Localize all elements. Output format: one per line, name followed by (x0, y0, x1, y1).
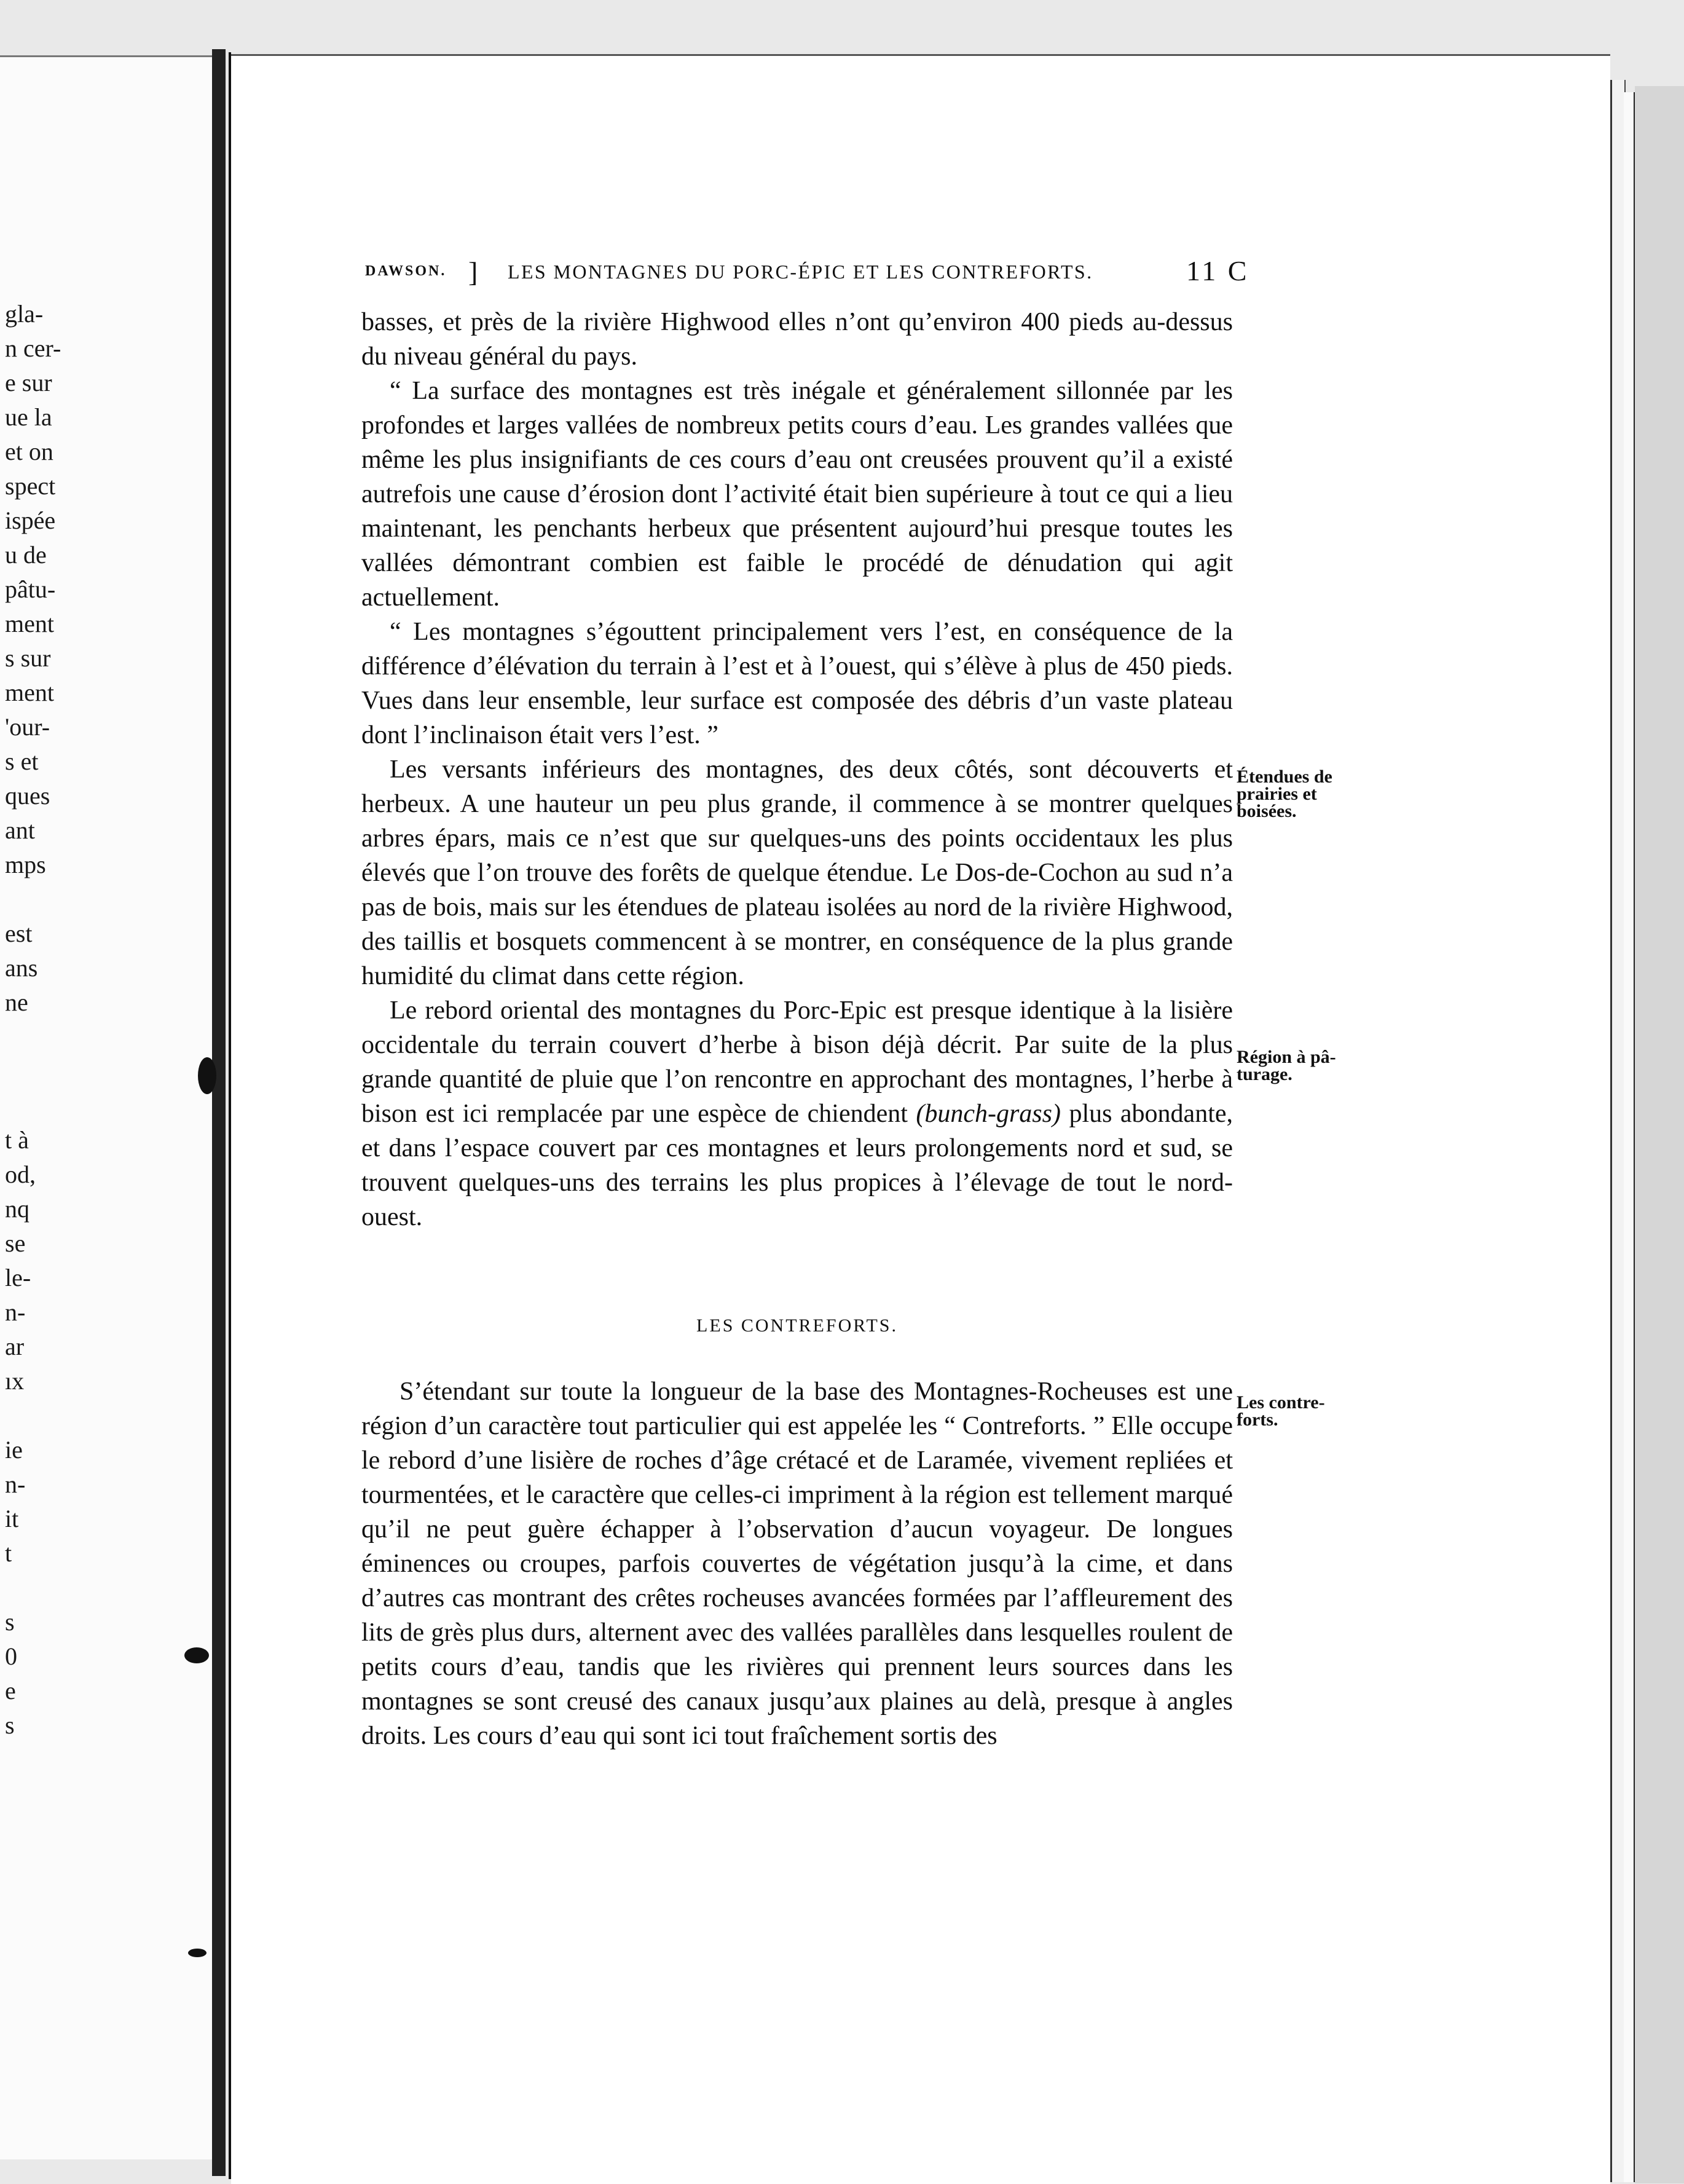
paragraph: “ La surface des montagnes est très inégale et généralement sillonnée par les profondes et larges vallées de nombreux petits cours d’eau. Les grandes vallées que même les plus insignifiants de ces cours d’eau ont creusées prouvent qu’il a existé autrefois une cause d’érosion dont l’activité était bien supérieure à tout ce qui a lieu maintenant, les penchants herbeux que présentent aujourd’hui presque toutes les vallées démontrant combien est faible le procédé de dénudation qui agit actuellement. (361, 377, 1233, 612)
sidenote-contreforts: Les contre- forts. (1237, 1392, 1325, 1430)
facing-page-fragment: t à (5, 1126, 29, 1154)
paragraph: “ Les montagnes s’égouttent principalement vers l’est, en conséquence de la différence d’élévation du terrain à l’est et à l’ouest, qui s’élève à plus de 450 pieds. Vues dans leur ensemble, leur surface est composée des débris d’un vaste plateau dont l’inclinaison était vers l’est. ” (361, 618, 1233, 749)
paragraph: basses, et près de la rivière Highwood elles n’ont qu’environ 400 pieds au-dessus du niveau général du pays. (361, 308, 1233, 371)
paragraph: S’étendant sur toute la longueur de la base des Montagnes-Rocheuses est une région d’un caractère tout particulier qui est appelée les “ Contreforts. ” Elle occupe le rebord d’une lisière de roches d’âge crétacé et de Laramée, vivement repliées et tourmentées, et le caractère que celles-ci impriment à la région est tellement marqué qu’il ne peut guère échapper à l’observation d’aucun voyageur. De longues éminences ou croupes, parfois couvertes de végétation jusqu’à la cime, et dans d’autres cas montrant des crêtes rocheuses avancées formées par l’affleurement des lits de grès plus durs, alternent avec des vallées parallèles dans lesquelles roulent de petits cours d’eau, tandis que les rivières qui prennent leurs sources dans les montagnes se sont creusé des canaux jusqu’aux plaines au delà, presque à angles droits. Les cours d’eau qui sont ici tout fraîchement sortis des (361, 1378, 1233, 1750)
facing-page-fragment: ne (5, 988, 28, 1016)
facing-page-fragment: s (5, 1608, 15, 1636)
facing-page-fragment: pâtu- (5, 575, 56, 603)
section-heading: LES CONTREFORTS. (696, 1315, 898, 1336)
paragraph: Le rebord oriental des montagnes du Porc-Epic est presque identique à la lisière occidentale du terrain couvert d’herbe à bison déjà décrit. Par suite de la plus grande quantité de pluie que l’on rencontre en approchant des montagnes, l’herbe à bison est ici remplacée par une espèce de chiendent (bunch-grass) plus abondante, et dans l’espace couvert par ces montagnes et leurs prolongements nord et sud, se trouvent quelques-uns des terrains les plus propices à l’élevage de tout le nord-ouest. (361, 996, 1233, 1231)
facing-page-fragment: 0 (5, 1642, 17, 1670)
facing-page-fragment: ment (5, 610, 54, 637)
facing-page-fragment: spect (5, 472, 56, 500)
facing-page-fragment: e (5, 1677, 16, 1705)
facing-page-fragment: ant (5, 816, 35, 844)
facing-page-fragment: n- (5, 1298, 26, 1326)
sidenote-prairies: Étendues de prairies et boisées. (1237, 767, 1332, 821)
facing-page-fragment: n cer- (5, 334, 61, 362)
header-author: DAWSON. (365, 263, 447, 279)
facing-page-fragment: t (5, 1539, 12, 1567)
facing-page-fragment: nq (5, 1195, 30, 1223)
paragraph: Les versants inférieurs des montagnes, des deux côtés, sont découverts et herbeux. A une hauteur un peu plus grande, il commence à se montrer quelques arbres épars, mais ce n’est que sur quelques-uns des points occidentaux les plus élevés que l’on trouve des forêts de quelque étendue. Le Dos-de-Cochon au sud n’a pas de bois, mais sur les étendues de plateau isolées au nord de la rivière Highwood, des taillis et bosquets commencent à se montrer, en conséquence de la plus grande humidité du climat dans cette région. (361, 755, 1233, 990)
facing-page-fragment: se (5, 1229, 26, 1257)
header-bracket: ] (468, 256, 479, 288)
running-header (365, 255, 1250, 289)
facing-page-fragment: 'our- (5, 713, 50, 741)
sidenote-paturage: Région à pâ- turage. (1237, 1047, 1336, 1084)
page-edge-stack-outer (1624, 92, 1635, 2182)
facing-page-fragment: mps (5, 851, 46, 878)
facing-page-fragment: gla- (5, 300, 44, 328)
facing-page-fragment: u de (5, 541, 47, 569)
ink-mark (198, 1057, 216, 1094)
section-body (361, 1374, 1233, 1753)
facing-page-fragment: it (5, 1505, 19, 1532)
book-gutter (212, 49, 226, 2176)
italic-term: (bunch-grass) (916, 1100, 1061, 1128)
page-number: 11 C (1186, 255, 1249, 286)
facing-page-fragment: est (5, 920, 33, 947)
facing-page-fragment: s et (5, 747, 39, 775)
ink-mark (188, 1949, 207, 1957)
facing-page-fragment: s (5, 1711, 15, 1739)
facing-page-fragment: ar (5, 1333, 25, 1360)
ink-mark (184, 1647, 209, 1663)
facing-page-fragment: s sur (5, 644, 51, 672)
facing-page-fragment: ques (5, 782, 50, 810)
facing-page-fragment: le- (5, 1264, 31, 1291)
facing-page-fragment: ment (5, 679, 54, 706)
body-text (361, 305, 1233, 1234)
scan-margin (1635, 86, 1684, 2183)
facing-page-fragment: ans (5, 954, 38, 982)
facing-page-fragment: n- (5, 1470, 26, 1498)
facing-page-fragment: ie (5, 1436, 23, 1464)
header-title: LES MONTAGNES DU PORC-ÉPIC ET LES CONTREFORTS. (508, 261, 1093, 283)
facing-page-fragment: et on (5, 438, 53, 465)
facing-page-fragment: e sur (5, 369, 52, 396)
facing-page-fragment: ispée (5, 507, 56, 534)
bleed-through-text (1315, 307, 1319, 323)
facing-page-fragment: ue la (5, 403, 52, 431)
facing-page-fragment: ıx (5, 1367, 25, 1395)
facing-page-fragment: od, (5, 1161, 36, 1188)
facing-page-edge (0, 55, 215, 2159)
